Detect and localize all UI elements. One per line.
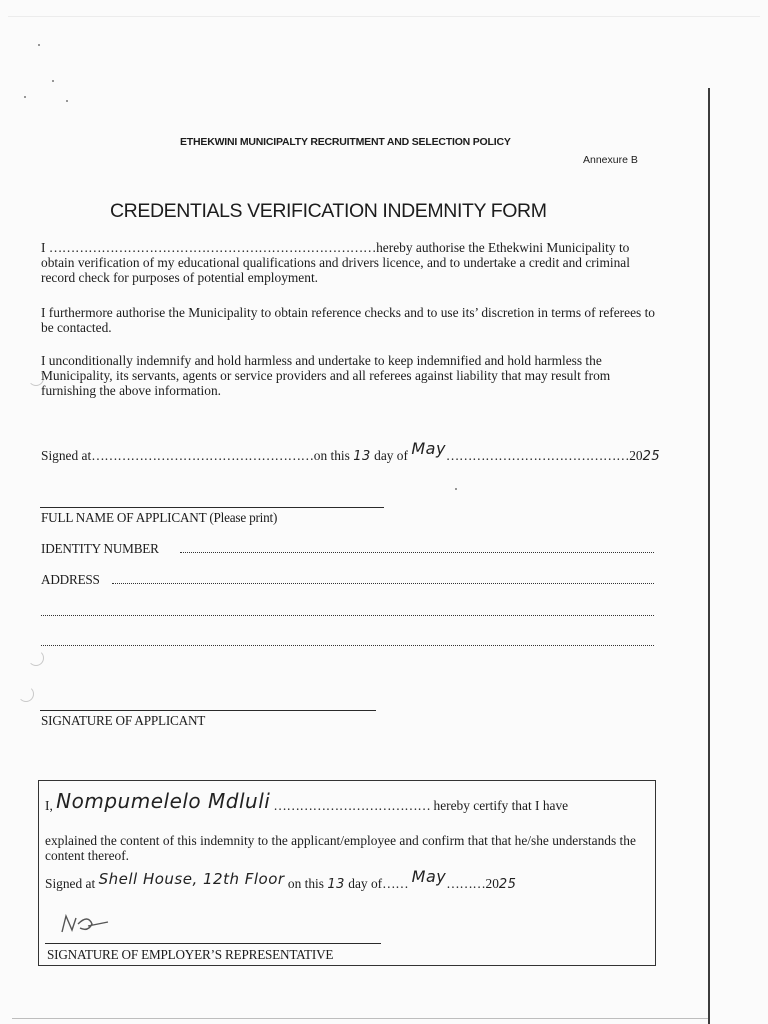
references-paragraph: I furthermore authorise the Municipality to obtain reference checks and to use its’ discretion in terms of referees to be contacted. [41,305,656,336]
punch-hole-mark [28,650,44,666]
cert-day-of-label: day of [348,876,383,891]
signed-at-label: Signed at [41,448,92,463]
signed-at-blank: …………………………………………… [91,448,314,463]
form-title: CREDENTIALS VERIFICATION INDEMNITY FORM [110,200,547,222]
policy-header: ETHEKWINI MUNICIPALTY RECRUITMENT AND SELECTION POLICY [180,136,511,148]
full-name-line [40,507,384,508]
cert-on-this-label: on this [287,876,324,891]
year-prefix: 20 [629,448,643,463]
identity-number-label: IDENTITY NUMBER [41,541,159,556]
employer-certification-box [38,780,656,966]
address-field-line-1 [112,583,654,584]
scan-speck [66,100,68,102]
paragraph-lead: I [41,240,46,255]
applicant-signed-line [41,439,661,464]
representative-signature-line [45,943,381,944]
scan-edge-bottom [12,1018,708,1019]
address-label: ADDRESS [41,572,100,587]
scan-speck [24,96,26,98]
on-this-label: on this [313,448,350,463]
representative-signature-scribble [58,910,118,940]
address-field-line-3 [41,645,654,646]
representative-signature-label: SIGNATURE OF EMPLOYER’S REPRESENTATIVE [47,947,334,962]
authorisation-paragraph [41,240,665,286]
certify-text: hereby certify that I have [433,798,569,813]
scan-speck [52,80,54,82]
cert-signed-at-label: Signed at [45,876,96,891]
day-handwritten: 13 [353,449,371,464]
identity-number-field [180,552,654,553]
applicant-name-blank: ………………………………………………………………… [48,240,377,255]
certification-body: explained the content of this indemnity to the applicant/employee and confirm that that he/she understands the content thereof. [45,833,636,864]
indemnity-paragraph: I unconditionally indemnify and hold harmless and undertake to keep indemnified and hold harmless the Municipality, its servants, agents or service providers and all referees against liability that may result from furnishing the above information. [41,353,611,399]
annexure-label: Annexure B [583,154,638,166]
month-blank: …………………………………… [445,448,630,463]
punch-hole-mark [18,686,34,702]
cert-year-prefix: 20 [485,876,499,891]
month-handwritten: May [411,439,446,458]
scan-margin-line [708,88,710,1024]
certification-lead: I, [45,798,53,813]
scan-speck [38,44,40,46]
certification-signed-line: Signed at Shell House, 12th Floor on this 13 day of…… May………2025 [45,867,517,892]
scan-edge-top [8,16,760,17]
representative-name-handwritten: Nompumelelo Mdluli [56,789,271,813]
year-handwritten: 25 [642,449,661,464]
applicant-signature-label: SIGNATURE OF APPLICANT [41,713,206,728]
applicant-signature-line [40,710,376,711]
cert-day-handwritten: 13 [327,877,345,892]
signed-at-handwritten: Shell House, 12th Floor [98,870,285,888]
full-name-label: FULL NAME OF APPLICANT (Please print) [41,510,278,525]
scan-speck [455,488,457,490]
cert-year-handwritten: 25 [498,877,517,892]
certification-name-line: I, Nompumelelo Mdluli ……………………………… hereby certify that I have [45,789,569,813]
authorisation-text: hereby authorise the Ethekwini Municipality to obtain verification of my educational qualifications and drivers licence, and to undertake a credit and criminal record check for purposes of potential employment. [41,240,630,286]
cert-month-handwritten: May [411,867,447,886]
address-field-line-2 [41,615,654,616]
day-of-label: day of [374,448,408,463]
